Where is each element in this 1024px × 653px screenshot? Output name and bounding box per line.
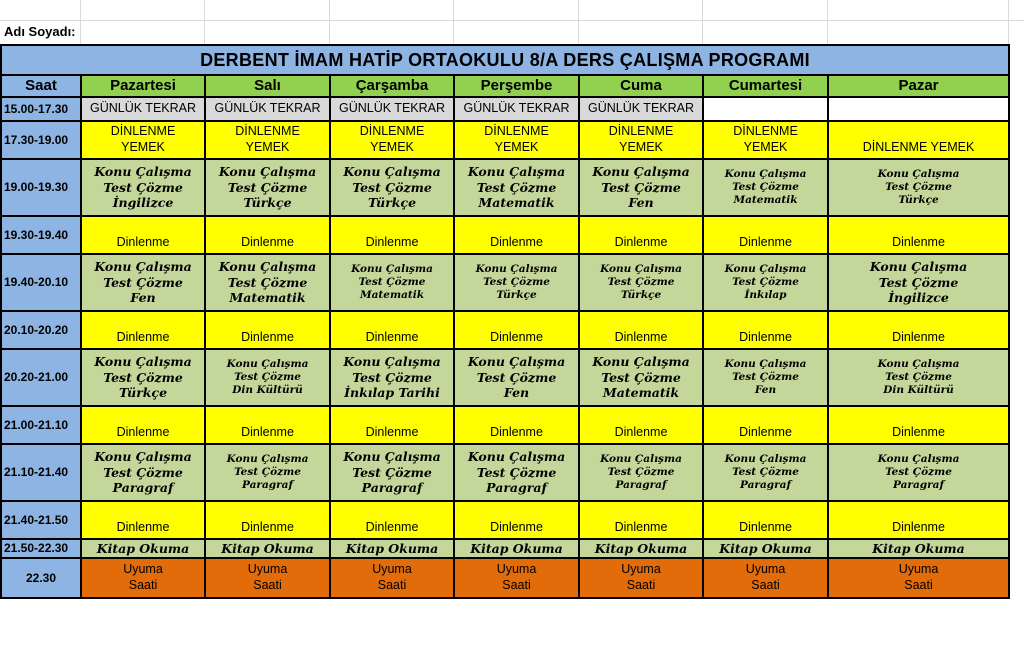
schedule-cell[interactable] [205, 501, 330, 539]
schedule-cell[interactable] [579, 216, 703, 254]
cell-line: DİNLENME [608, 124, 674, 139]
day-header-row [1, 75, 1009, 97]
schedule-cell[interactable] [579, 97, 703, 121]
cell-line: Konu Çalışma [592, 354, 690, 370]
cell-line: Konu Çalışma [724, 452, 807, 465]
schedule-cell[interactable] [579, 406, 703, 444]
schedule-cell[interactable] [579, 349, 703, 406]
time-slot-cell[interactable]: 20.10-20.20 [1, 311, 81, 349]
cell-line: Fen [503, 385, 530, 401]
schedule-cell[interactable] [81, 501, 205, 539]
cell-line: Dinlenme [614, 425, 668, 440]
schedule-cell[interactable] [330, 349, 454, 406]
schedule-cell[interactable] [828, 97, 1009, 121]
schedule-cell[interactable] [81, 311, 205, 349]
cell-line: Dinlenme [365, 425, 419, 440]
cell-line: GÜNLÜK TEKRAR [463, 101, 570, 116]
cell-line: Konu Çalışma [94, 449, 192, 465]
gridline [329, 0, 330, 44]
cell-line: Test Çözme [103, 179, 183, 195]
schedule-cell[interactable] [205, 254, 330, 311]
cell-line: İnkılap Tarihi [344, 385, 440, 401]
schedule-cell[interactable] [703, 97, 828, 121]
cell-line: Konu Çalışma [724, 262, 807, 275]
day-header-3[interactable]: Perşembe [454, 75, 579, 97]
cell-line: Test Çözme [352, 369, 432, 385]
cell-line: Paragraf [486, 480, 547, 496]
cell-line: DİNLENME [733, 124, 798, 139]
day-header-2[interactable]: Çarşamba [330, 75, 454, 97]
cell-line: Dinlenme [241, 425, 294, 440]
cell-line: Konu Çalışma [592, 164, 690, 180]
time-slot-cell[interactable]: 15.00-17.30 [1, 97, 81, 121]
schedule-cell[interactable] [330, 444, 454, 501]
cell-line: Test Çözme [885, 180, 952, 193]
cell-line: Test Çözme [601, 179, 681, 195]
cell-line: DİNLENME YEMEK [862, 140, 975, 155]
time-column-header[interactable]: Saat [1, 75, 81, 97]
cell-line: Dinlenme [892, 235, 945, 250]
schedule-cell[interactable] [828, 254, 1009, 311]
schedule-row [1, 539, 1009, 558]
cell-line: Türkçe [620, 289, 662, 302]
cell-line: Test Çözme [732, 465, 799, 478]
schedule-cell[interactable] [330, 311, 454, 349]
cell-line: Uyuma [123, 562, 163, 577]
schedule-cell[interactable] [828, 159, 1009, 216]
time-slot-cell[interactable]: 21.50-22.30 [1, 539, 81, 558]
cell-line: Test Çözme [103, 274, 183, 290]
cell-line: Kitap Okuma [96, 540, 190, 556]
cell-line: Test Çözme [885, 465, 952, 478]
time-slot-cell[interactable]: 20.20-21.00 [1, 349, 81, 406]
cell-line: Dinlenme [116, 330, 170, 345]
cell-line: Kitap Okuma [345, 540, 439, 556]
schedule-cell[interactable] [330, 97, 454, 121]
schedule-cell[interactable] [205, 97, 330, 121]
day-header-1[interactable]: Salı [205, 75, 330, 97]
cell-line: YEMEK [494, 140, 539, 154]
cell-line: Konu Çalışma [351, 262, 433, 275]
cell-line: Dinlenme [241, 520, 294, 535]
day-header-4[interactable]: Cuma [579, 75, 703, 97]
cell-line: Konu Çalışma [467, 449, 566, 465]
schedule-cell[interactable] [454, 216, 579, 254]
gridline [0, 20, 1024, 21]
cell-line: Konu Çalışma [467, 354, 566, 370]
schedule-cell[interactable] [828, 558, 1009, 598]
schedule-cell[interactable] [579, 159, 703, 216]
schedule-cell[interactable] [579, 501, 703, 539]
schedule-cell[interactable] [454, 349, 579, 406]
schedule-row [1, 254, 1009, 311]
schedule-row [1, 558, 1009, 598]
cell-line: Fen [628, 195, 654, 211]
cell-line: Saati [502, 578, 531, 592]
schedule-row [1, 406, 1009, 444]
cell-line: Kitap Okuma [470, 540, 563, 556]
cell-line: Konu Çalışma [218, 164, 317, 180]
schedule-cell[interactable] [330, 254, 454, 311]
cell-line: Konu Çalışma [94, 259, 192, 275]
schedule-cell[interactable] [454, 121, 579, 159]
cell-line: Test Çözme [607, 465, 675, 478]
cell-line: Uyuma [496, 562, 537, 577]
time-slot-cell[interactable]: 19.00-19.30 [1, 159, 81, 216]
cell-line: YEMEK [743, 140, 788, 154]
cell-line: Test Çözme [483, 275, 550, 288]
cell-line: Dinlenme [614, 330, 668, 345]
schedule-cell[interactable] [205, 311, 330, 349]
cell-line: Uyuma [372, 562, 412, 577]
cell-line: Test Çözme [601, 369, 681, 385]
schedule-cell[interactable] [81, 97, 205, 121]
schedule-cell[interactable] [579, 121, 703, 159]
schedule-cell[interactable] [205, 159, 330, 216]
cell-line: Türkçe [118, 385, 168, 401]
cell-line: Konu Çalışma [94, 164, 192, 180]
schedule-cell[interactable] [81, 444, 205, 501]
cell-line: Dinlenme [614, 520, 668, 535]
schedule-cell[interactable] [454, 311, 579, 349]
cell-line: Konu Çalışma [343, 164, 441, 180]
schedule-cell[interactable] [81, 121, 205, 159]
day-header-0[interactable]: Pazartesi [81, 75, 205, 97]
cell-line: YEMEK [619, 140, 663, 154]
cell-line: Konu Çalışma [877, 452, 960, 465]
cell-line: Kitap Okuma [594, 540, 688, 556]
day-header-6[interactable]: Pazar [828, 75, 1009, 97]
cell-line: Test Çözme [476, 464, 557, 480]
schedule-cell[interactable] [330, 121, 454, 159]
cell-line: DİNLENME [484, 124, 549, 139]
cell-line: Dinlenme [365, 520, 419, 535]
cell-line: Paragraf [740, 479, 791, 492]
gridline [1008, 0, 1009, 44]
cell-line: Test Çözme [732, 275, 799, 288]
time-slot-cell[interactable]: 21.00-21.10 [1, 406, 81, 444]
schedule-row [1, 159, 1009, 216]
cell-line: Uyuma [745, 562, 786, 577]
schedule-row [1, 216, 1009, 254]
cell-line: Dinlenme [116, 425, 170, 440]
gridline [204, 0, 205, 44]
schedule-cell[interactable] [703, 311, 828, 349]
cell-line: Saati [904, 578, 933, 592]
cell-line: GÜNLÜK TEKRAR [89, 101, 197, 116]
cell-line: Uyuma [621, 562, 661, 577]
schedule-cell[interactable] [703, 159, 828, 216]
time-slot-cell[interactable]: 19.40-20.10 [1, 254, 81, 311]
schedule-cell[interactable] [703, 349, 828, 406]
cell-line: Konu Çalışma [218, 259, 317, 275]
schedule-cell[interactable] [703, 216, 828, 254]
schedule-cell[interactable] [330, 216, 454, 254]
cell-line: İngilizce [112, 195, 174, 211]
cell-line: Test Çözme [352, 179, 432, 195]
schedule-row [1, 501, 1009, 539]
gridline [702, 0, 703, 44]
schedule-cell[interactable] [81, 254, 205, 311]
cell-line: Fen [130, 290, 156, 306]
schedule-cell[interactable] [579, 311, 703, 349]
cell-line: Fen [754, 384, 777, 397]
schedule-cell[interactable] [330, 406, 454, 444]
schedule-cell[interactable] [703, 406, 828, 444]
cell-line: Dinlenme [739, 330, 792, 345]
cell-line: Paragraf [893, 479, 944, 492]
cell-line: Din Kültürü [232, 384, 303, 397]
schedule-cell[interactable] [205, 406, 330, 444]
cell-line: Matematik [602, 385, 680, 401]
cell-line: Dinlenme [490, 330, 543, 345]
cell-line: Test Çözme [227, 179, 308, 195]
cell-line: Test Çözme [885, 370, 952, 383]
schedule-cell[interactable] [205, 216, 330, 254]
time-slot-cell[interactable]: 22.30 [1, 558, 81, 598]
cell-line: Konu Çalışma [343, 354, 441, 370]
cell-line: Dinlenme [116, 520, 170, 535]
schedule-cell[interactable] [81, 159, 205, 216]
schedule-cell[interactable] [828, 216, 1009, 254]
cell-line: YEMEK [121, 140, 165, 154]
cell-line: Kitap Okuma [719, 540, 812, 556]
schedule-cell[interactable] [330, 159, 454, 216]
cell-line: Paragraf [242, 479, 293, 492]
schedule-cell[interactable] [828, 349, 1009, 406]
cell-line: Dinlenme [490, 425, 543, 440]
cell-line: GÜNLÜK TEKRAR [338, 101, 446, 116]
schedule-cell[interactable] [81, 216, 205, 254]
cell-line: Dinlenme [739, 520, 792, 535]
cell-line: Dinlenme [241, 235, 294, 250]
cell-line: Matematik [733, 194, 798, 207]
schedule-cell[interactable] [828, 539, 1009, 558]
schedule-cell[interactable] [703, 558, 828, 598]
cell-line: Dinlenme [490, 235, 543, 250]
cell-line: Dinlenme [365, 330, 419, 345]
cell-line: Test Çözme [878, 274, 959, 290]
cell-line: Konu Çalışma [724, 357, 807, 370]
cell-line: Dinlenme [490, 520, 543, 535]
schedule-row [1, 311, 1009, 349]
cell-line: YEMEK [370, 140, 414, 154]
cell-line: Konu Çalışma [724, 167, 807, 180]
cell-line: Dinlenme [739, 425, 792, 440]
time-slot-cell[interactable]: 21.40-21.50 [1, 501, 81, 539]
schedule-cell[interactable] [454, 558, 579, 598]
cell-line: Türkçe [898, 194, 939, 207]
cell-line: Dinlenme [614, 235, 668, 250]
day-header-5[interactable]: Cumartesi [703, 75, 828, 97]
schedule-cell[interactable] [330, 539, 454, 558]
gridline [578, 0, 579, 44]
schedule-cell[interactable] [703, 501, 828, 539]
cell-line: Test Çözme [358, 275, 426, 288]
time-slot-cell[interactable]: 21.10-21.40 [1, 444, 81, 501]
cell-line: Konu Çalışma [475, 262, 558, 275]
schedule-cell[interactable] [330, 501, 454, 539]
cell-line: Konu Çalışma [226, 452, 309, 465]
cell-line: Saati [626, 578, 656, 592]
schedule-row [1, 97, 1009, 121]
schedule-cell[interactable] [703, 254, 828, 311]
name-label: Adı Soyadı: [4, 24, 76, 39]
schedule-cell[interactable] [81, 558, 205, 598]
schedule-cell[interactable] [579, 444, 703, 501]
cell-line: Dinlenme [241, 330, 294, 345]
cell-line: Dinlenme [739, 235, 792, 250]
schedule-cell[interactable] [205, 444, 330, 501]
schedule-cell[interactable] [330, 558, 454, 598]
cell-line: Konu Çalışma [600, 452, 682, 465]
gridline [80, 0, 81, 44]
cell-line: Test Çözme [103, 464, 183, 480]
cell-line: Uyuma [247, 562, 288, 577]
cell-line: Türkçe [243, 195, 292, 211]
schedule-cell[interactable] [828, 311, 1009, 349]
cell-line: Konu Çalışma [467, 164, 566, 180]
time-slot-cell[interactable]: 17.30-19.00 [1, 121, 81, 159]
cell-line: Test Çözme [476, 179, 557, 195]
cell-line: Paragraf [615, 479, 667, 492]
schedule-cell[interactable] [703, 539, 828, 558]
cell-line: Saati [253, 578, 282, 592]
schedule-cell[interactable] [454, 159, 579, 216]
gridline [827, 0, 828, 44]
cell-line: Test Çözme [234, 370, 301, 383]
schedule-cell[interactable] [828, 121, 1009, 159]
cell-line: İnkılap [744, 289, 787, 302]
title-row [1, 45, 1009, 75]
schedule-cell[interactable] [81, 539, 205, 558]
cell-line: İngilizce [888, 290, 949, 306]
schedule-cell[interactable] [828, 444, 1009, 501]
schedule-cell[interactable] [454, 539, 579, 558]
cell-line: Kitap Okuma [221, 540, 314, 556]
schedule-cell[interactable] [454, 501, 579, 539]
schedule-cell[interactable] [205, 121, 330, 159]
cell-line: Matematik [229, 290, 306, 306]
schedule-cell[interactable] [579, 539, 703, 558]
cell-line: Test Çözme [103, 369, 183, 385]
cell-line: Din Kültürü [883, 384, 954, 397]
gridline [453, 0, 454, 44]
schedule-row [1, 121, 1009, 159]
cell-line: DİNLENME [235, 124, 300, 139]
cell-line: Konu Çalışma [94, 354, 192, 370]
schedule-cell[interactable] [579, 254, 703, 311]
schedule-cell[interactable] [81, 349, 205, 406]
cell-line: Test Çözme [732, 180, 799, 193]
schedule-cell[interactable] [205, 539, 330, 558]
schedule-row [1, 349, 1009, 406]
cell-line: Test Çözme [234, 465, 301, 478]
cell-line: Dinlenme [892, 425, 945, 440]
schedule-cell[interactable] [81, 406, 205, 444]
cell-line: DİNLENME [110, 124, 176, 139]
schedule-row [1, 444, 1009, 501]
cell-line: Dinlenme [116, 235, 170, 250]
cell-line: Konu Çalışma [877, 167, 960, 180]
cell-line: Paragraf [361, 480, 423, 496]
cell-line: YEMEK [245, 140, 290, 154]
cell-line: Test Çözme [732, 370, 799, 383]
cell-line: Türkçe [367, 195, 417, 211]
cell-line: Konu Çalışma [226, 357, 309, 370]
schedule-cell[interactable] [828, 406, 1009, 444]
cell-line: Uyuma [898, 562, 939, 577]
cell-line: GÜNLÜK TEKRAR [587, 101, 695, 116]
study-schedule-table [0, 44, 1010, 599]
cell-line: Konu Çalışma [343, 449, 441, 465]
cell-line: DİNLENME [359, 124, 425, 139]
cell-line: Paragraf [112, 480, 174, 496]
cell-line: Matematik [360, 289, 424, 302]
cell-line: Dinlenme [892, 330, 945, 345]
cell-line: Test Çözme [476, 369, 557, 385]
schedule-cell[interactable] [703, 121, 828, 159]
schedule-cell[interactable] [579, 558, 703, 598]
cell-line: Matematik [478, 195, 555, 211]
schedule-cell[interactable] [454, 254, 579, 311]
cell-line: Konu Çalışma [877, 357, 960, 370]
sheet-gridlines [0, 0, 1024, 44]
schedule-cell[interactable] [703, 444, 828, 501]
cell-line: Test Çözme [607, 275, 675, 288]
schedule-cell[interactable] [454, 444, 579, 501]
cell-line: Test Çözme [352, 464, 432, 480]
cell-line: Dinlenme [365, 235, 419, 250]
cell-line: Konu Çalışma [869, 259, 968, 275]
cell-line: GÜNLÜK TEKRAR [214, 101, 321, 116]
cell-line: Dinlenme [892, 520, 945, 535]
cell-line: Test Çözme [227, 274, 308, 290]
cell-line: Kitap Okuma [872, 540, 965, 556]
schedule-cell[interactable] [454, 97, 579, 121]
cell-line: Konu Çalışma [600, 262, 682, 275]
schedule-cell[interactable] [828, 501, 1009, 539]
schedule-title[interactable]: DERBENT İMAM HATİP ORTAOKULU 8/A DERS ÇALIŞMA PROGRAMI [1, 45, 1009, 75]
cell-line: Saati [751, 578, 780, 592]
cell-line: Saati [377, 578, 407, 592]
cell-line: Saati [128, 578, 158, 592]
schedule-cell[interactable] [454, 406, 579, 444]
cell-line: Türkçe [496, 289, 537, 302]
schedule-cell[interactable] [205, 558, 330, 598]
time-slot-cell[interactable]: 19.30-19.40 [1, 216, 81, 254]
schedule-cell[interactable] [205, 349, 330, 406]
